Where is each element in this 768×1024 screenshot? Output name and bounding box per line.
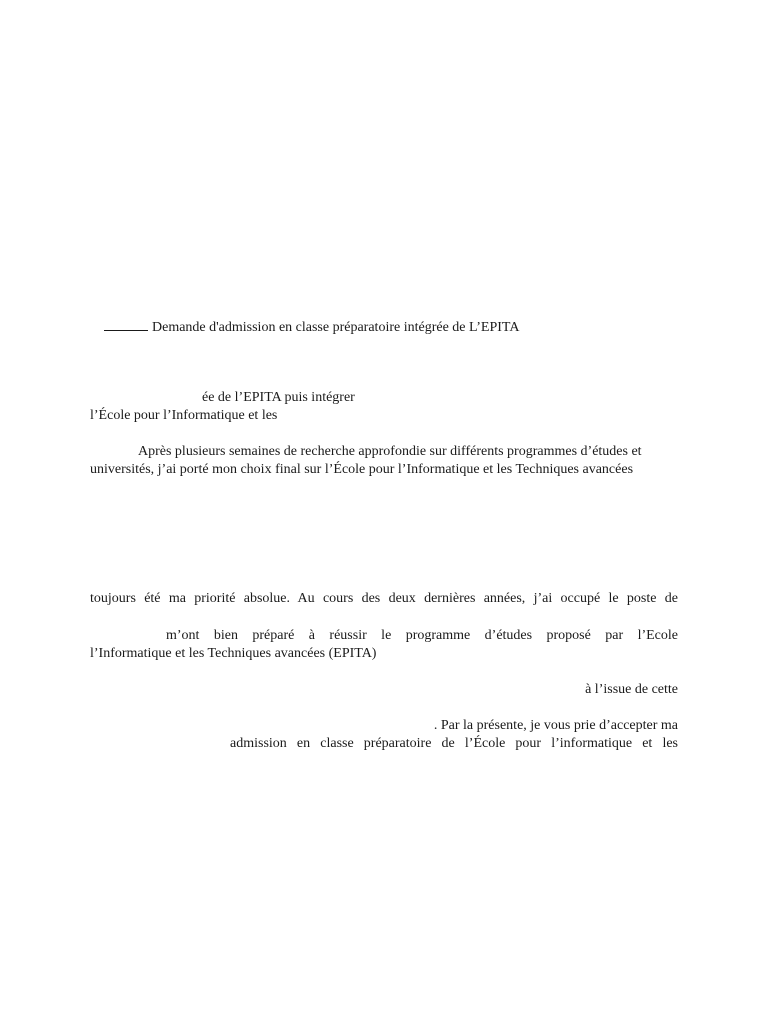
intro-line-1: ée de l’EPITA puis intégrer: [202, 390, 355, 405]
paragraph-2-line-1-text: toujours été ma priorité absolue. Au cours des deux dernières années, j’ai occupé le poste de: [90, 591, 678, 606]
paragraph-3-line-1: [166, 627, 678, 645]
paragraph-1-line-1: Après plusieurs semaines de recherche approfondie sur différents programmes d’études et: [138, 444, 642, 459]
paragraph-3-line-2: l’Informatique et les Techniques avancées (EPITA): [90, 646, 377, 661]
paragraph-1-line-2: universités, j’ai porté mon choix final sur l’École pour l’Informatique et les Techniques avancées: [90, 462, 634, 477]
subject-line: [90, 300, 519, 355]
subject-blank: [104, 318, 148, 331]
paragraph-4-line-1: à l’issue de cette: [585, 682, 678, 697]
paragraph-3-line-1-text: m’ont bien préparé à réussir le programme d’études proposé par l’Ecole: [166, 628, 678, 643]
intro-line-2: l’École pour l’Informatique et les: [90, 408, 278, 423]
subject-text: Demande d'admission en classe préparatoire intégrée de L’EPITA: [152, 320, 520, 335]
paragraph-5-line-2-text: admission en classe préparatoire de l’École pour l’informatique et les: [230, 736, 678, 751]
paragraph-2-line-1: [90, 590, 678, 608]
paragraph-5-line-2: [230, 735, 678, 753]
paragraph-5-line-1: . Par la présente, je vous prie d’accepter ma: [433, 718, 678, 733]
